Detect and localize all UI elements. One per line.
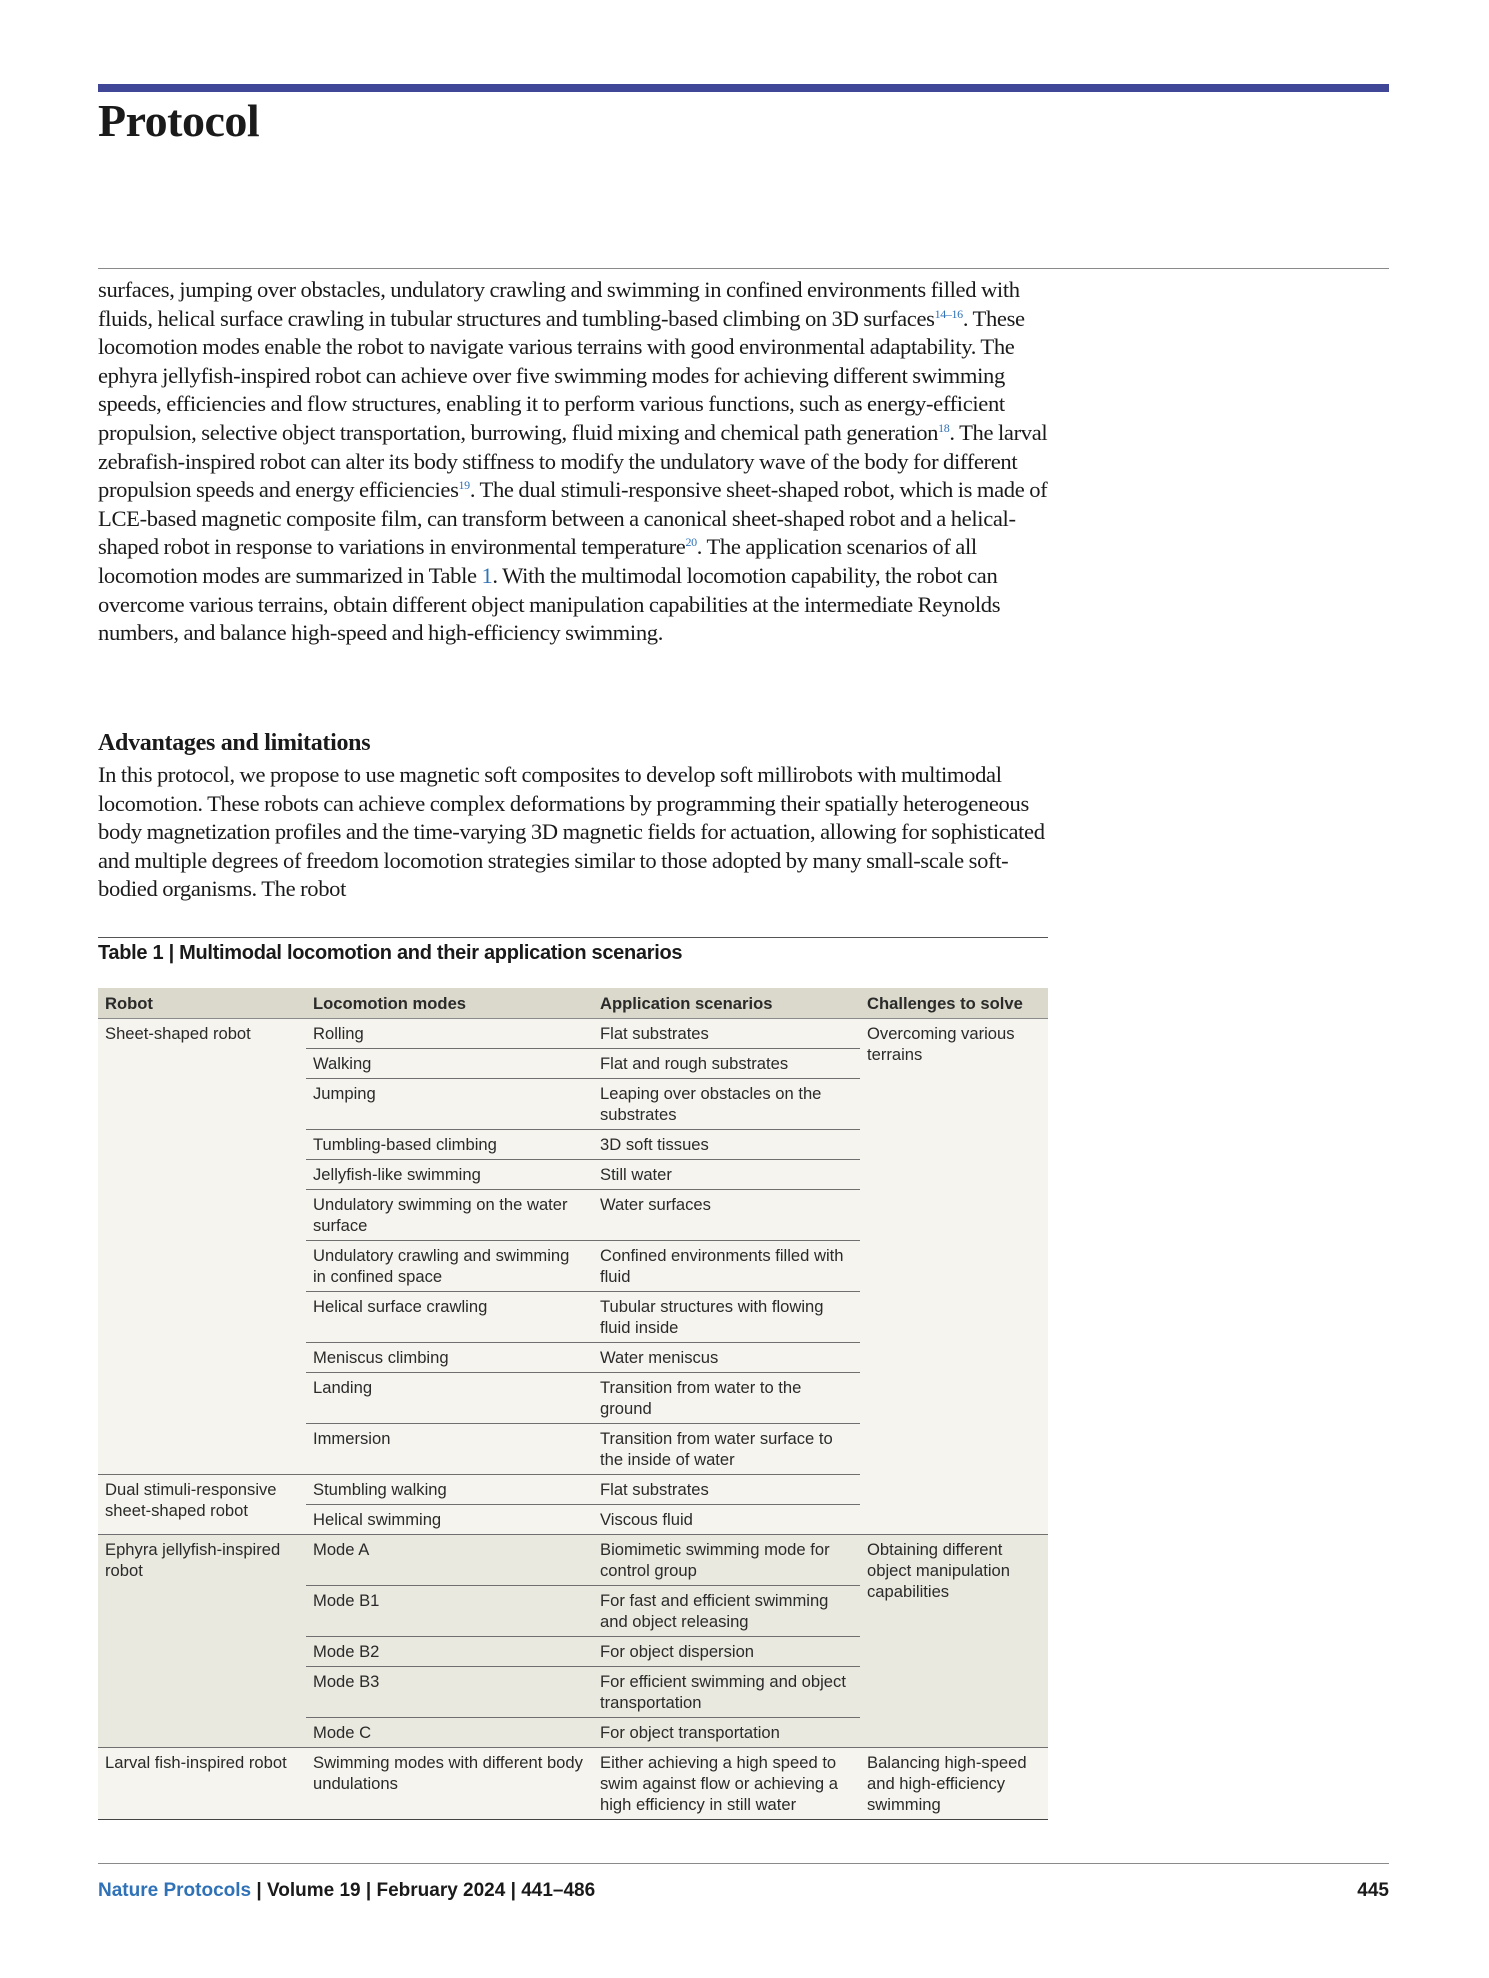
issue-info: | Volume 19 | February 2024 | 441–486 [251,1880,596,1901]
challenge-cell: Overcoming various terrains [860,1019,1048,1535]
citation-link[interactable]: 19 [458,478,470,493]
mode-cell: Jumping [306,1079,593,1130]
column-header: Challenges to solve [860,988,1048,1019]
scenario-cell: For object dispersion [593,1637,860,1667]
mode-cell: Mode B2 [306,1637,593,1667]
body-text-segment: . The application scenarios of all locomotion modes are summarized in Table [98,534,977,588]
scenario-cell: Flat substrates [593,1475,860,1505]
mode-cell: Mode A [306,1535,593,1586]
mode-cell: Rolling [306,1019,593,1049]
body-text-segment: surfaces, jumping over obstacles, undulatory crawling and swimming in confined environments filled with fluids, helical surface crawling in tubular structures and tumbling-based climbing on 3D surfaces [98,277,1020,331]
scenario-cell: 3D soft tissues [593,1130,860,1160]
scenario-cell: Still water [593,1160,860,1190]
table-row [98,1535,1048,1586]
column-header: Application scenarios [593,988,860,1019]
scenario-cell: Water meniscus [593,1343,860,1373]
header-accent-bar [98,84,1389,92]
mode-cell: Helical swimming [306,1505,593,1535]
robot-cell: Sheet-shaped robot [98,1019,306,1475]
table-top-rule [98,937,1048,938]
table-reference-link[interactable]: 1 [481,562,493,588]
section-heading: Advantages and limitations [98,730,371,756]
challenge-cell: Balancing high-speed and high-efficiency swimming [860,1748,1048,1820]
citation-link[interactable]: 20 [685,535,697,550]
mode-cell: Mode C [306,1718,593,1748]
scenario-cell: Transition from water to the ground [593,1373,860,1424]
body-paragraph-1 [98,276,1058,648]
body-text-segment: In this protocol, we propose to use magnetic soft composites to develop soft millirobots with multimodal locomotion. These robots can achieve complex deformations by programming their spatially heterogeneous body magnetization profiles and the time-varying 3D magnetic fields for actuation, allowing for sophisticated and multiple degrees of freedom locomotion strategies similar to those adopted by many small-scale soft-bodied organisms. The robot [98,762,1045,902]
mode-cell: Landing [306,1373,593,1424]
scenario-cell: Water surfaces [593,1190,860,1241]
mode-cell: Undulatory swimming on the water surface [306,1190,593,1241]
robot-cell: Dual stimuli-responsive sheet-shaped robot [98,1475,306,1535]
column-header: Locomotion modes [306,988,593,1019]
robot-cell: Larval fish-inspired robot [98,1748,306,1820]
scenario-cell: For fast and efficient swimming and object releasing [593,1586,860,1637]
page-header-title: Protocol [98,95,260,146]
table-header-row [98,988,1048,1019]
body-text-segment: . With the multimodal locomotion capability, the robot can overcome various terrains, obtain different object manipulation capabilities at the intermediate Reynolds numbers, and balance high-speed and high-efficiency swimming. [98,562,1001,646]
mode-cell: Stumbling walking [306,1475,593,1505]
scenario-cell: Confined environments filled with fluid [593,1241,860,1292]
challenge-cell: Obtaining different object manipulation capabilities [860,1535,1048,1748]
divider [98,268,1389,269]
column-header: Robot [98,988,306,1019]
mode-cell: Mode B3 [306,1667,593,1718]
mode-cell: Tumbling-based climbing [306,1130,593,1160]
citation-link[interactable]: 14–16 [934,306,963,321]
scenario-cell: Transition from water surface to the inside of water [593,1424,860,1475]
scenario-cell: Leaping over obstacles on the substrates [593,1079,860,1130]
body-paragraph-2 [98,761,1058,904]
body-text-segment: . These locomotion modes enable the robot to navigate various terrains with good environmental adaptability. The ephyra jellyfish-inspired robot can achieve over five swimming modes for achieving different swimming speeds, efficiencies and flow structures, enabling it to perform various functions, such as energy-efficient propulsion, selective object transportation, burrowing, fluid mixing and chemical path generation [98,305,1025,445]
mode-cell: Mode B1 [306,1586,593,1637]
journal-link[interactable]: Nature Protocols [98,1880,252,1901]
page-number: 445 [1357,1880,1389,1901]
mode-cell: Jellyfish-like swimming [306,1160,593,1190]
mode-cell: Immersion [306,1424,593,1475]
scenario-cell: Viscous fluid [593,1505,860,1535]
footer-divider [98,1863,1389,1864]
mode-cell: Helical surface crawling [306,1292,593,1343]
scenario-cell: For efficient swimming and object transportation [593,1667,860,1718]
scenario-cell: Flat substrates [593,1019,860,1049]
scenario-cell: Flat and rough substrates [593,1049,860,1079]
citation-link[interactable]: 18 [938,420,950,435]
scenario-cell: Biomimetic swimming mode for control group [593,1535,860,1586]
body-text-segment: . The larval zebrafish-inspired robot can alter its body stiffness to modify the undulatory wave of the body for different propulsion speeds and energy efficiencies [98,419,1048,503]
table-row [98,1748,1048,1820]
table-row [98,1019,1048,1049]
mode-cell: Meniscus climbing [306,1343,593,1373]
scenario-cell: Either achieving a high speed to swim against flow or achieving a high efficiency in still water [593,1748,860,1820]
mode-cell: Swimming modes with different body undulations [306,1748,593,1820]
mode-cell: Undulatory crawling and swimming in confined space [306,1241,593,1292]
body-text-segment: . The dual stimuli-responsive sheet-shaped robot, which is made of LCE-based magnetic composite film, can transform between a canonical sheet-shaped robot and a helical-shaped robot in response to variations in environmental temperature [98,477,1048,560]
robot-cell: Ephyra jellyfish-inspired robot [98,1535,306,1748]
table-caption: Table 1 | Multimodal locomotion and their application scenarios [98,942,683,964]
mode-cell: Walking [306,1049,593,1079]
footer-citation [98,1880,595,1902]
scenario-cell: For object transportation [593,1718,860,1748]
locomotion-table [98,988,1048,1820]
scenario-cell: Tubular structures with flowing fluid inside [593,1292,860,1343]
